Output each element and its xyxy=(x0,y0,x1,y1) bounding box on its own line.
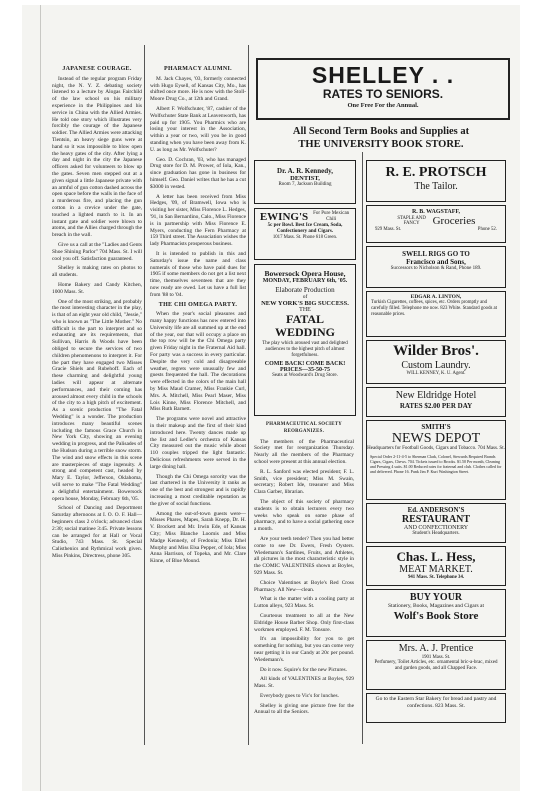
article-paragraph: Though the Chi Omega sorority was the last chartered in the University it ranks as one of the best and strongest and is rapidly increasing a most creditable reputation as the giver of social functions. xyxy=(150,473,246,507)
bakery-ad xyxy=(366,693,506,723)
ad-text: NEW YORK'S BIG SUCCESS. xyxy=(261,300,349,307)
smiths-news-ad xyxy=(366,420,506,500)
ad-title: New Eldridge Hotel xyxy=(395,390,477,401)
ad-title: THE UNIVERSITY BOOK STORE. xyxy=(298,139,464,150)
ad-phone: Phone 52. xyxy=(477,227,497,232)
ad-text: Turkish Cigarettes, coffees, spices, etc. Orders promptly and carefully filled. Telephone me now. 823 White. Standard goods at reasonable prices. xyxy=(371,300,497,317)
notice-paragraph: It's an impossibility for you to get something for nothing, but you can come very near getting it in our Candy at 20c per pound. Wiedemann's. xyxy=(254,636,354,663)
ad-title: BUY YOUR xyxy=(409,592,463,603)
hess-ad xyxy=(366,546,506,586)
francisco-ad xyxy=(366,246,506,288)
kennedy-ad xyxy=(254,160,356,204)
ad-subtitle: RATES $2.00 PER DAY xyxy=(399,402,473,410)
column-4 xyxy=(366,160,506,780)
notice-paragraph: Home Bakery and Candy Kitchen, 1000 Mass. St. xyxy=(52,281,142,295)
ad-title: EDGAR A. LINTON, xyxy=(410,294,462,300)
notice-paragraph: Shelley is giving one picture free for the Annual to all the Seniors. xyxy=(254,702,354,716)
ad-title: R. E. PROTSCH xyxy=(385,165,487,180)
ad-text: Student's Headquarters. xyxy=(412,531,460,536)
ad-title: Mrs. A. J. Prentice xyxy=(398,643,474,654)
ad-text: Seats at Woodward's Drug Store. xyxy=(272,373,338,378)
wagstaff-ad xyxy=(366,205,506,243)
notice-paragraph: Do it now. Squire's for the new Pictures. xyxy=(260,666,348,673)
ad-text: All Second Term Books and Supplies at xyxy=(292,126,470,137)
notice-paragraph: Give us a call at the "Ladies and Gents Shoe Shining Parlor" 704 Mass. St. I will cool you off. Satisfaction guaranteed. xyxy=(52,241,142,262)
ad-title: Dr. A. R. Kennedy, xyxy=(277,167,333,175)
ad-subtitle: The Tailor. xyxy=(414,181,458,192)
article-paragraph: One of the most striking, and probably the most interesting character in the play, is that of an eight year old child, "Jessie," who is known as "The Little Mother." No difficult is the part to interpret and so exhausting are its requirements, that Sullivan, Harris & Woods have been obliged to secure the services of two children phenomenons to interpret it. For the part they have engaged two Misses Gracie Shiels and Rubehoff. Each of these charming and delightful young ladies will appear at alternate performances, and their coming has aroused almost every child in the schools of the city to a high pitch of excitement. As a scenic production "The Fatal Wedding" is a wonder. The production introduces many beautiful scenes including the famous Grace Church in New York City, showing an evening wedding in progress, and the Palisades of the Hudson during a terrible snow storm. The wind and snow effects in this scene are masterpieces of stage ingenuity. A strong and competent cast, headed by Mary E. Taylor, Jefferson, Oklahoma, will serve to make "The Fatal Wedding" a delightful entertainment. Bowersock opera house, Monday, February 6th, '05. xyxy=(52,298,142,502)
article-paragraph: Among the out-of-town guests were—Misses Phares, Mapes, Sarah Knepp, Dr. H. V. Brockett and Mr. Irwin Ede, of Kansas City; Miss Blanche Loomis and Miss Madge Kennedy, of Fredonia; Miss Ethel Murphy and Miss Elsa Pepper, of Iola; Miss Anna Harrison, of Topeka, and Mr. Clare Kinne, of Blue Mound. xyxy=(150,510,246,565)
article-paragraph: The members of the Pharmaceutical Society met for reorganization Thursday. Nearly all the members of the Pharmacy school were present at this annual election. xyxy=(254,438,354,465)
pharmaceutical-article xyxy=(254,420,354,760)
ad-subtitle: Francisco and Sons, xyxy=(406,258,466,266)
article-paragraph: The programs were novel and attractive in their makeup and the first of their kind introduced here. Twenty dances made up the list and Ledler's orchestra of Kansas City measured out the music while about 110 couples tripped the light fantastic. Delicious refreshments were served in the large dining hall. xyxy=(150,416,246,470)
notice-paragraph: School of Dancing and Deportment Saturday afternoons at I. O. O. F. Hall—beginners class 2 o'clock; advanced class 2:30; social matinee 3:45. Private lessons can be arranged for at Hall or Vocal Studio, 743 Mass. St. Special Calisthenics and Rythmical work given. Miss Pinkins, Directress, phone 305. xyxy=(52,505,142,559)
ad-title: Ed. ANDERSON'S xyxy=(407,506,465,514)
article-heading: JAPANESE COURAGE. xyxy=(62,66,132,72)
ad-text: Successors to Nicholson & Rand, Phone 189. xyxy=(390,266,482,271)
article-paragraph: Instead of the regular program Friday night, the N. Y. Z. debating society listened to a lecture by Alogas Fairchild of the law school on his military experience in the Philippines and his service in China with the Allied Armies. He told one story which illustrates very forcibly the courage of the Japanese soldier. The Allied Armies were attacking Tientsin, an heavy siege guns were at hand so it was impossible to blow open the heavy gates of the city. After lying a day and night in the city the Japanese officers asked for volunteers to blow up the gates. Seven men stepped out at a given signal a little Japanese private with an armful of gun cotton dashed across the open space before the walls in the face of a murderous fire, and placing the gun cotton in a crevice under the gate, touched a lighted match to it. In an instant gate and soldier were blown to atoms, and the Allies charged through the breach in the wall. xyxy=(52,75,142,239)
article-paragraph: Geo. D. Cochran, '03, who has managed Drug store for D. M. Prower, of Iola, Kan., since graduation has gone in business for himself. Geo. Daniel writes that he has a cut $3000 in vested. xyxy=(150,156,246,190)
ad-text: Stationery, Books, Magazines and Cigars at xyxy=(387,603,485,609)
article-paragraph: R. L. Sanford was elected president; F. L. Smith, vice president; Miss M. Swain, secretary; Robert Ide, treasurer and Miss Clara Garber, librarian. xyxy=(254,468,354,496)
wilder-ad xyxy=(366,340,506,384)
article-heading: PHARMACEUTICAL SOCIETY REORGANIZES. xyxy=(265,422,343,434)
notice-paragraph: Everybody goes to Vic's for lunches. xyxy=(260,692,339,699)
ad-text: AND CONFECTIONERY xyxy=(403,525,469,531)
notice-paragraph: Courteous treatment to all at the New Eldridge House Barber Shop. Only first-class workmen employed. F. M. Tonsure. xyxy=(254,612,354,633)
ad-text: Elaborate Production xyxy=(275,286,335,294)
ad-subtitle: Custom Laundry. xyxy=(401,360,471,371)
ad-date: MONDAY, FEBRUARY 6th, '05. xyxy=(262,278,348,284)
linton-ad xyxy=(366,291,506,337)
notice-paragraph: All kinds of VALENTINES at Boyles, 929 Mass. St. xyxy=(254,676,354,690)
ad-text: THE xyxy=(299,307,311,313)
ad-title: SMITH'S xyxy=(421,423,451,431)
ad-title: EWING'S xyxy=(259,211,309,223)
book-store-ad xyxy=(256,122,506,154)
ad-text: 1017 Mass. St. Phone 618 Green. xyxy=(272,235,338,240)
ad-title: SWELL RIGS GO TO xyxy=(402,250,470,258)
column-rule xyxy=(144,45,145,745)
anderson-ad xyxy=(366,503,506,543)
eldridge-ad xyxy=(366,387,506,417)
ad-text: For Pure Mexican Chili xyxy=(313,211,350,222)
column-rule xyxy=(362,152,363,744)
ad-address: 1901 Mass. St. xyxy=(421,655,451,660)
ad-title: Bowersock Opera House, xyxy=(264,269,346,278)
ad-title: Chas. L. Hess, xyxy=(396,549,476,564)
binding-edge xyxy=(40,5,41,791)
ad-prices: PRICES—35-50-75 xyxy=(279,367,330,373)
ad-subtitle: RESTAURANT xyxy=(401,514,471,525)
column-3 xyxy=(254,160,358,760)
ad-text: Room 7, Jackson Building xyxy=(278,182,332,187)
prentice-ad xyxy=(366,640,506,690)
article-paragraph: The object of this society of pharmacy students is to obtain lecturers every two weeks who speak on some phase of pharmacy, and to have a social gathering once a month. xyxy=(254,498,354,533)
article-paragraph: When the year's social pleasures and many happy functions has now entered into University life are all summed up at the end of the year, our that will occupy a place on the top row will be the Chi Omega party given Friday night in the Fraternal Aid hall. For party was a success in every particular. Despite the very cold and disagreeable weather, regrets were unusually few and guests frequented the hall. The decorations were effected in the colors of the main hall by Miss Maud Cramer, Miss Frankie Curl, Mrs. A. Mitchell, Miss Pearl Maser, Miss Lois Kinne, Miss Florence Mitchell, and Miss Ruth Barnett. xyxy=(150,311,246,413)
ad-text: The play which aroused vast and delighted audiences to the highest pitch of almost forgetfulness. xyxy=(262,341,348,358)
ad-subtitle: NEWS DEPOT xyxy=(391,431,481,446)
ad-text: STAPLE AND FANCY xyxy=(397,215,426,226)
ad-title: FATAL WEDDING xyxy=(274,312,335,339)
ad-subtitle: MEAT MARKET. xyxy=(399,564,473,575)
column-1 xyxy=(52,64,142,764)
ad-title: SHELLEY . . xyxy=(311,62,455,88)
notice-paragraph: What is the matter with a cooling party at Lutton alleys, 923 Mass. St. xyxy=(254,596,354,610)
ad-subtitle: Wolf's Book Store xyxy=(393,610,479,622)
ad-text: COME BACK! COME BACK! xyxy=(264,361,346,367)
ad-text: WILL KENNEY, K. U. Agent. xyxy=(406,371,466,376)
notice-paragraph: Shelley is making rates on photos to all students. xyxy=(52,265,142,279)
ad-subtitle: DENTIST, xyxy=(290,175,320,182)
ad-text: One Free For the Annual. xyxy=(347,102,419,109)
opera-house-ad xyxy=(254,264,356,416)
protsch-ad xyxy=(366,160,506,202)
ad-text: 5c per Bowl. Best Ice Cream, Soda, Confectionery and Cigars. xyxy=(267,223,343,234)
column-rule xyxy=(248,45,249,745)
column-2 xyxy=(150,64,246,764)
ad-address: 929 Mass. St. xyxy=(375,227,402,232)
ad-text: 941 Mass. St. Telephone 34. xyxy=(407,575,465,580)
ad-title: R. B. WAGSTAFF, xyxy=(411,209,461,215)
ad-subtitle: RATES TO SENIORS. xyxy=(322,87,444,101)
ad-text: Headquarters for Football Goods, Cigars and Tobacco. 704 Mass. St. xyxy=(367,446,505,451)
article-heading: THE CHI OMEGA PARTY. xyxy=(158,301,238,308)
article-paragraph: It is intended to publish in this and Saturday's issue the name and class numerals of those who have paid dues for 1905 if some members do not get a list next time, themselves seventeen that are they now ready are owed. Let us have a full list from '88 to '04. xyxy=(150,250,246,298)
wolfs-book-store-ad xyxy=(366,589,506,637)
ad-title: Wilder Bros'. xyxy=(393,343,479,359)
notice-paragraph: Choice Valentines at Boyle's Red Cross Pharmacy. All New—clean. xyxy=(254,579,354,593)
ad-text: Go to the Eastern Star Bakery for bread and pastry and confections. 823 Mass. St. xyxy=(375,696,497,709)
article-paragraph: A letter has been received from Miss Hedges, '09, of Bramwell, Iowa who is visiting her sister, Miss Florence L. Hedges, '91, in San Bernardino, Calo., Miss Florence is in partnership with Miss Florence E. Myers, conducting the Fern Pharmacy at 159 Third street. The Association wishes the lady Pharmacists prosperous business. xyxy=(150,193,246,248)
shelley-ad xyxy=(256,58,510,120)
article-heading: PHARMACY ALUMNI. xyxy=(164,66,232,72)
article-paragraph: M. Jack Chayes, '03, formerly connected with Hugo Eysell, of Kansas City, Mo., has shifted once more. He is now with the Stoll-Moore Drug Co., at 12th and Grand. xyxy=(150,75,246,103)
ad-text: Perfumery, Toilet Articles, etc. ornamental bric-a-brac, mixed and garden goods, and all Chapped Face. xyxy=(374,660,498,671)
ad-subtitle: Groceries xyxy=(432,215,476,227)
notice-paragraph: Are your teeth tender? Then you had better come to see Dr. Ewers, Fresh Oysters. Wiedemann's Sardines, Fruits, and Athletes, all pictures in the most characteristic style in the COMIC VALENTINES shown at Boyles, 929 Mass. St. xyxy=(254,535,354,576)
ewings-ad xyxy=(254,208,356,260)
ad-text: of xyxy=(302,294,308,300)
ad-text: Special Order 2-11-4-5 to Sherman Clark, Colonel, Stewards Required Brands Cigars, Cigars, Chews. 704. Tickets issued to Brooks. $1.50 Per month, Cleaning and Pressing 4 suits. $1.00 Reduced rates for fraternal and club. Clothes called for and delivered. Phone 16. Punk Jim P. Kurt Washington Street. xyxy=(370,454,502,474)
article-paragraph: Albert F. Wolfschuter, '87, cashier of the Wolfschuter State Bank at Leavenworth, has paid up for 1905. You Pharmics who are losing your interest in the Association, within a year or two, will you be in good standing when you have been away from K. U. as long as Mr. Wolfschuter? xyxy=(150,105,246,153)
